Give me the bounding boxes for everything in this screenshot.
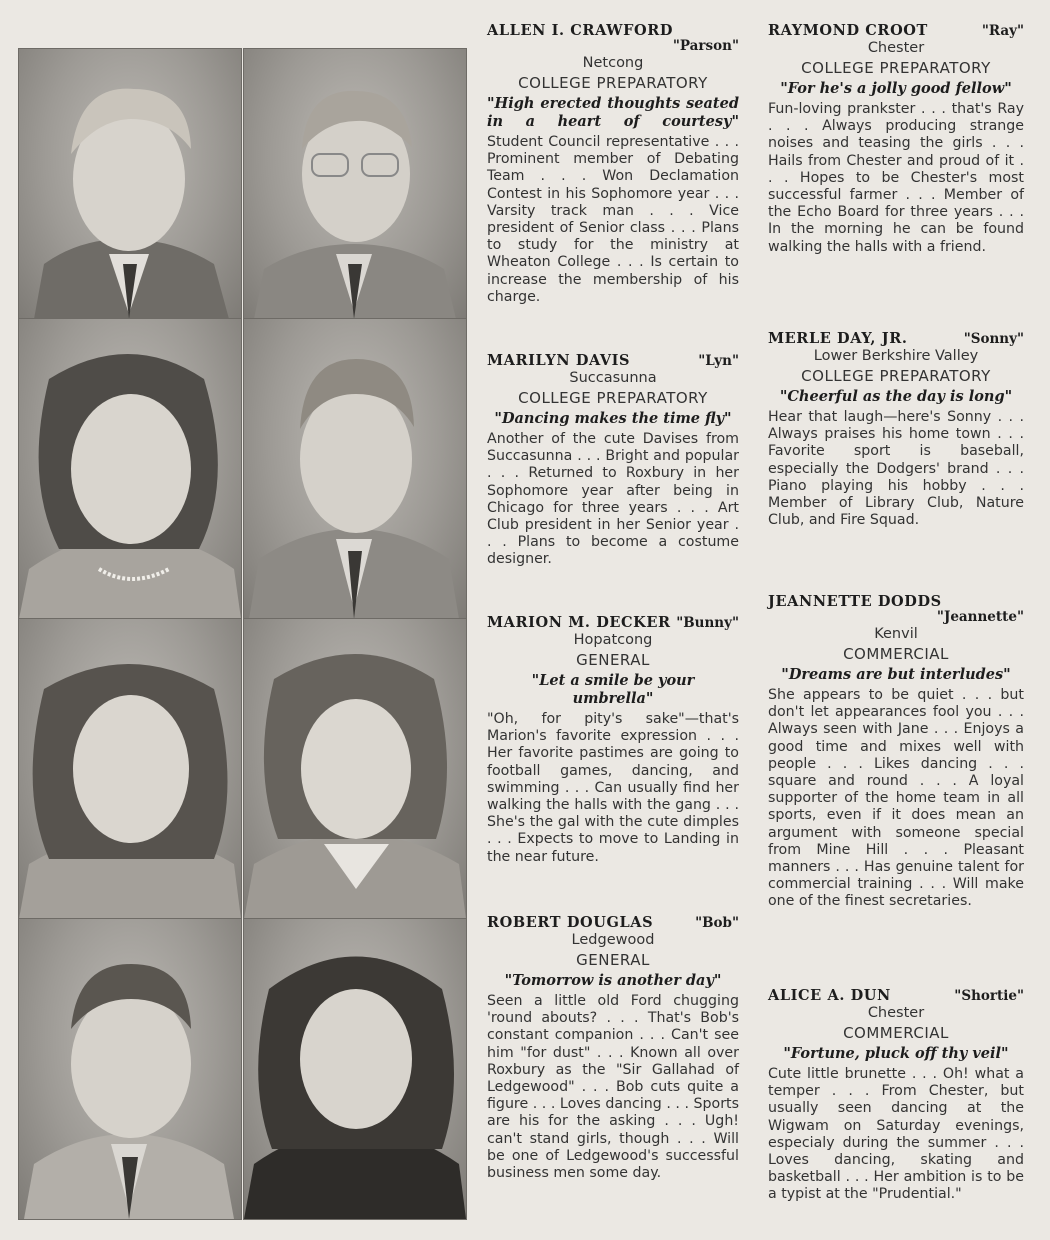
hometown: Chester [867, 40, 925, 56]
hometown: Lower Berkshire Valley [813, 348, 979, 364]
senior-entry-davis [487, 352, 739, 569]
hometown: Kenvil [874, 626, 918, 642]
entry-header [487, 352, 739, 369]
motto: "Let a smile be your umbrella" [531, 672, 695, 707]
entry-header [487, 914, 739, 931]
hometown: Netcong [582, 55, 644, 71]
hometown: Succasunna [569, 370, 657, 386]
course-of-study: COLLEGE PREPARATORY [801, 59, 991, 77]
description: Cute little brunette . . . Oh! what a temper . . . From Chester, but usually seen dancing at the Wigwam on Saturday evenings, especialy during the summer . . . Loves dancing, skating and basketball . . . Her ambition is to be a typist at the "Prudential." [768, 1066, 1024, 1203]
student-nickname: "Ray" [981, 23, 1024, 39]
course-of-study: GENERAL [576, 951, 650, 969]
senior-entry-douglas [487, 914, 739, 1182]
course-of-study: COMMERCIAL [843, 1024, 949, 1042]
student-name: MERLE DAY, JR. [768, 330, 908, 347]
student-nickname: "Shortie" [954, 988, 1024, 1004]
course-of-study: COLLEGE PREPARATORY [518, 389, 708, 407]
portrait-photo-dodds [243, 618, 467, 920]
senior-entry-day [768, 330, 1024, 529]
student-name: ROBERT DOUGLAS [487, 914, 654, 931]
student-name: JEANNETTE DODDS [768, 593, 942, 610]
course-of-study: COMMERCIAL [843, 645, 949, 663]
portrait-photo-decker [18, 618, 242, 920]
entry-header [768, 22, 1024, 39]
portrait-photo-dun [243, 918, 467, 1220]
description: Another of the cute Davises from Succasunna . . . Bright and popular . . . Returned to Roxbury in her Sophomore year after being in Chicago for three years . . . Art Club president in her Senior year . . . Plans to become a costume designer. [487, 431, 739, 568]
senior-entry-crawford [487, 22, 739, 306]
entry-header [768, 593, 1024, 610]
student-name: RAYMOND CROOT [768, 22, 928, 39]
motto: "Cheerful as the day is long" [779, 388, 1013, 405]
senior-entry-dun [768, 987, 1024, 1204]
description: Fun-loving prankster . . . that's Ray . . . Always producing strange noises and teasing the girls . . . Hails from Chester and proud of it . . . Hopes to be Chester's most successful farmer . . . Member of the Echo Board for three years . . . In the morning he can be found walking the halls with a friend. [768, 101, 1024, 255]
hometown: Ledgewood [571, 932, 655, 948]
entry-header [487, 22, 739, 39]
student-name: ALLEN I. CRAWFORD [487, 22, 674, 39]
student-nickname: "Bunny" [676, 615, 739, 631]
student-nickname: "Sonny" [963, 331, 1024, 347]
portrait-photo-croot [243, 48, 467, 320]
hometown: Chester [867, 1005, 925, 1021]
description: Hear that laugh—here's Sonny . . . Always praises his home town . . . Favorite sport is baseball, especially the Dodgers' brand . . . Piano playing his hobby . . . Member of Library Club, Nature Club, and Fire Squad. [768, 409, 1024, 529]
photo-grid [18, 18, 466, 1218]
student-name: MARION M. DECKER [487, 614, 671, 631]
entry-header [768, 330, 1024, 347]
student-name: MARILYN DAVIS [487, 352, 631, 369]
portrait-photo-davis [18, 318, 242, 620]
course-of-study: COLLEGE PREPARATORY [801, 367, 991, 385]
course-of-study: COLLEGE PREPARATORY [518, 74, 708, 92]
motto: "Dancing makes the time fly" [494, 410, 732, 427]
course-of-study: GENERAL [576, 651, 650, 669]
student-nickname: "Parson" [672, 38, 739, 54]
portrait-photo-day [243, 318, 467, 620]
description: Student Council representative . . . Prominent member of Debating Team . . . Won Declamation Contest in his Sophomore year . . . Varsity track man . . . Vice president of Senior class . . . Plans to study for the ministry at Wheaton College . . . Is certain to increase the membership of his charge. [487, 134, 739, 305]
student-nickname: "Lyn" [698, 353, 739, 369]
motto: "Tomorrow is another day" [504, 972, 722, 989]
senior-entry-dodds [768, 593, 1024, 911]
senior-entry-decker [487, 614, 739, 866]
motto: "For he's a jolly good fellow" [780, 80, 1012, 97]
motto: "High erected thoughts seated in a heart of courtesy" [487, 95, 739, 130]
entry-header [768, 987, 1024, 1004]
hometown: Hopatcong [573, 632, 653, 648]
description: "Oh, for pity's sake"—that's Marion's favorite expression . . . Her favorite pastimes are going to football games, dancing, and swimming . . . Can usually find her walking the halls with the gang . . . She's the gal with the cute dimples . . . Expects to move to Landing in the near future. [487, 711, 739, 865]
senior-entry-croot [768, 22, 1024, 256]
portrait-photo-crawford [18, 48, 242, 320]
student-nickname: "Jeannette" [936, 609, 1024, 625]
description: She appears to be quiet . . . but don't let appearances fool you . . . Always seen with Jane . . . Enjoys a good time and mixes well with people . . . Likes dancing . . . square and round . . . A loyal supporter of the home team in all sports, even if it does mean an argument with someone special from Mine Hill . . . Pleasant manners . . . Has genuine talent for commercial training . . . Will make one of the finest secretaries. [768, 687, 1024, 910]
student-nickname: "Bob" [695, 915, 739, 931]
motto: "Fortune, pluck off thy veil" [783, 1045, 1009, 1062]
description: Seen a little old Ford chugging 'round abouts? . . . That's Bob's constant companion . . . Can't see him "for dust" . . . Known all over Roxbury as the "Sir Gallahad of Ledgewood" . . . Bob cuts quite a figure . . . Loves dancing . . . Sports are his for the asking . . . Ugh! can't stand girls, though . . . Will be one of Ledgewood's successful business men some day. [487, 993, 739, 1182]
portrait-photo-douglas [18, 918, 242, 1220]
entry-header [487, 614, 739, 631]
motto: "Dreams are but interludes" [781, 666, 1011, 683]
student-name: ALICE A. DUN [768, 987, 891, 1004]
